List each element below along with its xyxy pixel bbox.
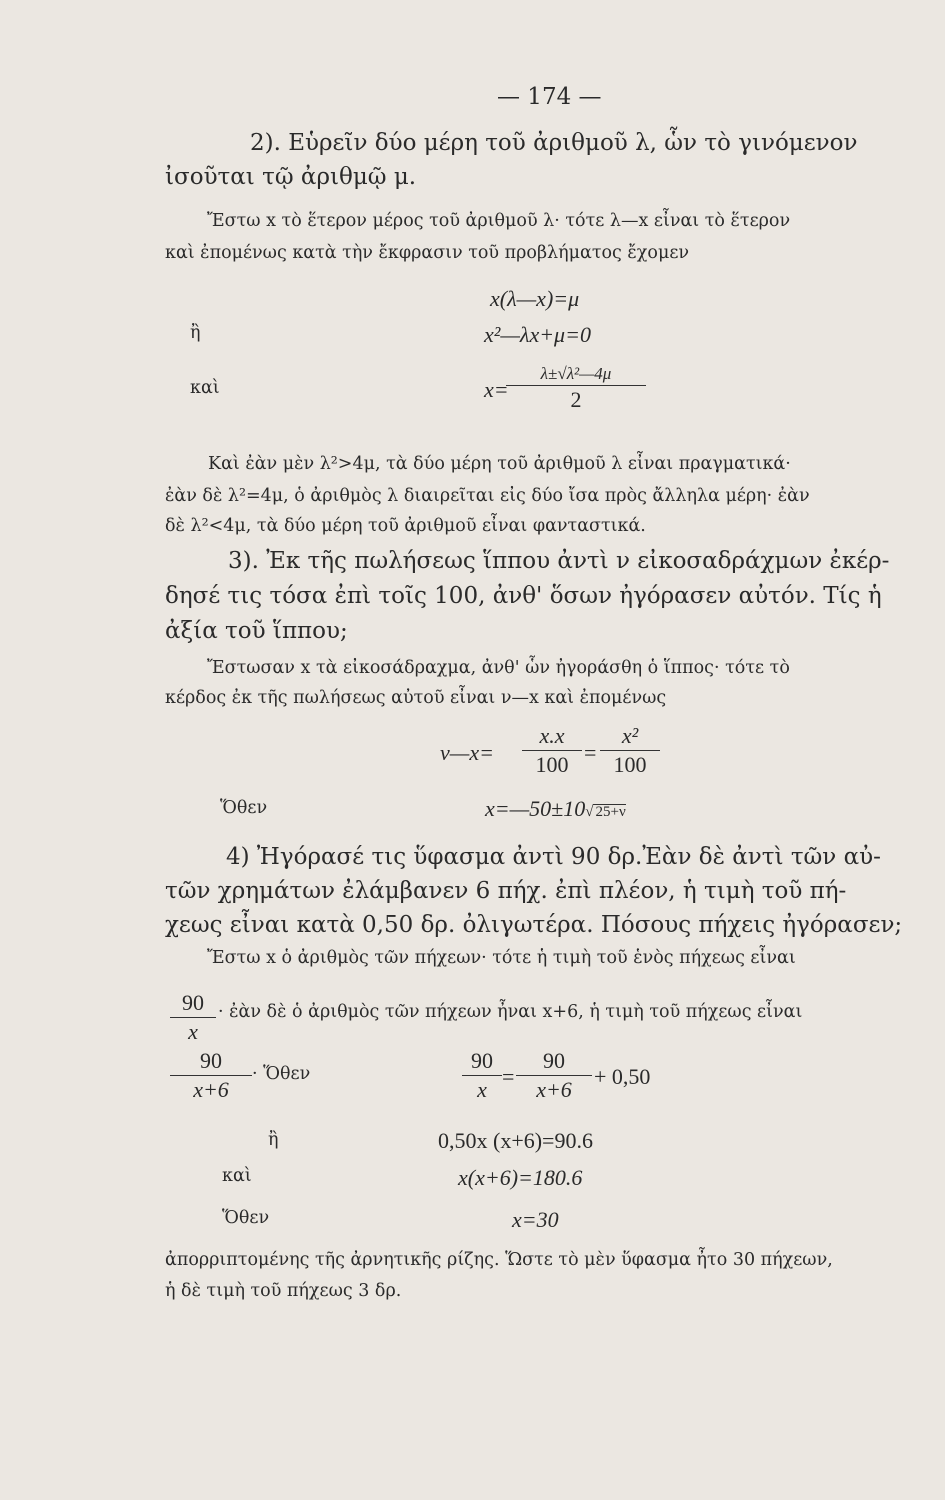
- problem-2-line-2: ἰσοῦται τῷ ἀριθμῷ μ.: [165, 164, 417, 190]
- problem-2-line-1: 2). Εὑρεῖν δύο μέρη τοῦ ἀριθμοῦ λ, ὧν τὸ γινόμενον: [250, 130, 858, 156]
- equation-4-fraction-1-denominator: 100: [535, 752, 569, 777]
- price-fraction-2-denominator: x+6: [193, 1077, 229, 1102]
- price-fraction-2-numerator: 90: [170, 1050, 252, 1076]
- equation-6-equals: =: [502, 1064, 515, 1089]
- page-number: — 174 —: [497, 84, 602, 110]
- discussion-line-1: Καὶ ἐὰν μὲν λ²>4μ, τὰ δύο μέρη τοῦ ἀριθμοῦ λ εἶναι πραγματικά·: [208, 454, 791, 474]
- discussion-line-3: δὲ λ²<4μ, τὰ δύο μέρη τοῦ ἀριθμοῦ εἶναι φανταστικά.: [165, 516, 646, 536]
- equation-8: x(x+6)=180.6: [458, 1165, 583, 1190]
- equation-4-fraction-1: [522, 725, 582, 776]
- equation-4-equals: =: [584, 740, 597, 765]
- conclusion-line-2: ἡ δὲ τιμὴ τοῦ πήχεως 3 δρ.: [165, 1281, 402, 1301]
- equation-3-lhs: x=: [484, 377, 509, 402]
- problem-2-solution-line-1: Ἔστω x τὸ ἕτερον μέρος τοῦ ἀριθμοῦ λ· τότε λ—x εἶναι τὸ ἕτερον: [207, 211, 791, 231]
- label-or: ἢ: [190, 323, 201, 343]
- equation-5: x=—50±10√ 25+ν: [485, 796, 626, 821]
- equation-4-fraction-2-numerator: x²: [600, 725, 660, 751]
- equation-6-fraction-2: [516, 1050, 592, 1101]
- price-fraction-1: [170, 992, 216, 1043]
- problem-4-line-1: 4) Ἠγόρασέ τις ὕφασμα ἀντὶ 90 δρ.Ἐὰν δὲ ἀντὶ τῶν αὐ-: [226, 844, 881, 870]
- problem-4-solution-line-1: Ἔστω x ὁ ἀριθμὸς τῶν πήχεων· τότε ἡ τιμὴ τοῦ ἑνὸς πήχεως εἶναι: [207, 948, 796, 968]
- label-or-2: ἢ: [268, 1130, 279, 1150]
- equation-6-fraction-1: [462, 1050, 502, 1101]
- problem-4-line-2: τῶν χρημάτων ἐλάμβανεν 6 πήχ. ἐπὶ πλέον, ἡ τιμὴ τοῦ πή-: [165, 878, 847, 904]
- problem-3-solution-line-1: Ἔστωσαν x τὰ εἰκοσάδραχμα, ἀνθ' ὧν ἠγοράσθη ὁ ἵππος· τότε τὸ: [207, 658, 790, 678]
- equation-3-fraction: [506, 365, 646, 411]
- equation-9: x=30: [512, 1207, 559, 1232]
- problem-3-solution-line-2: κέρδος ἐκ τῆς πωλήσεως αὐτοῦ εἶναι ν—x καὶ ἐπομένως: [165, 688, 667, 708]
- label-and-2: καὶ: [222, 1166, 252, 1186]
- equation-1: x(λ—x)=μ: [490, 286, 580, 311]
- label-and: καὶ: [190, 378, 220, 398]
- equation-6-fraction-2-denominator: x+6: [536, 1077, 572, 1102]
- problem-4-line-3: χεως εἶναι κατὰ 0,50 δρ. ὀλιγωτέρα. Πόσους πήχεις ἠγόρασεν;: [165, 912, 903, 938]
- equation-6-fraction-2-numerator: 90: [516, 1050, 592, 1076]
- equation-2: x²—λx+μ=0: [484, 322, 591, 347]
- conclusion-line-1: ἀπορριπτομένης τῆς ἀρνητικῆς ρίζης. Ὥστε τὸ μὲν ὕφασμα ἦτο 30 πήχεων,: [165, 1250, 833, 1270]
- problem-2-solution-line-2: καὶ ἐπομένως κατὰ τὴν ἔκφρασιν τοῦ προβλήματος ἔχομεν: [165, 243, 690, 263]
- equation-3-denominator: 2: [570, 387, 582, 412]
- equation-6-tail: + 0,50: [594, 1064, 651, 1089]
- equation-3-numerator: λ±√λ²—4μ: [506, 365, 646, 386]
- equation-4-fraction-2-denominator: 100: [613, 752, 647, 777]
- label-hence-3: Ὅθεν: [222, 1208, 270, 1228]
- equation-4-fraction-1-numerator: x.x: [522, 725, 582, 751]
- label-hence-2: · Ὅθεν: [252, 1064, 311, 1084]
- price-fraction-2: [170, 1050, 252, 1101]
- equation-5-radicand: 25+ν: [595, 804, 626, 820]
- problem-3-line-3: ἀξία τοῦ ἵππου;: [165, 618, 348, 644]
- problem-4-solution-line-2: · ἐὰν δὲ ὁ ἀριθμὸς τῶν πήχεων ἦναι x+6, ἡ τιμὴ τοῦ πήχεως εἶναι: [218, 1002, 803, 1022]
- equation-6-fraction-1-numerator: 90: [462, 1050, 502, 1076]
- problem-3-line-2: δησέ τις τόσα ἐπὶ τοῖς 100, ἀνθ' ὅσων ἠγόρασεν αὐτόν. Τίς ἡ: [165, 583, 882, 609]
- equation-4-fraction-2: [600, 725, 660, 776]
- price-fraction-1-numerator: 90: [170, 992, 216, 1018]
- equation-4-lhs: ν—x=: [440, 740, 494, 765]
- label-hence-1: Ὅθεν: [220, 798, 268, 818]
- equation-5-main: x=—50±10: [485, 796, 586, 821]
- equation-7: 0,50x (x+6)=90.6: [438, 1128, 593, 1153]
- problem-3-line-1: 3). Ἐκ τῆς πωλήσεως ἵππου ἀντὶ ν εἰκοσαδράχμων ἐκέρ-: [228, 548, 890, 574]
- price-fraction-1-denominator: x: [188, 1019, 198, 1044]
- equation-6-fraction-1-denominator: x: [477, 1077, 487, 1102]
- discussion-line-2: ἐὰν δὲ λ²=4μ, ὁ ἀριθμὸς λ διαιρεῖται εἰς δύο ἴσα πρὸς ἄλληλα μέρη· ἐὰν: [165, 486, 810, 506]
